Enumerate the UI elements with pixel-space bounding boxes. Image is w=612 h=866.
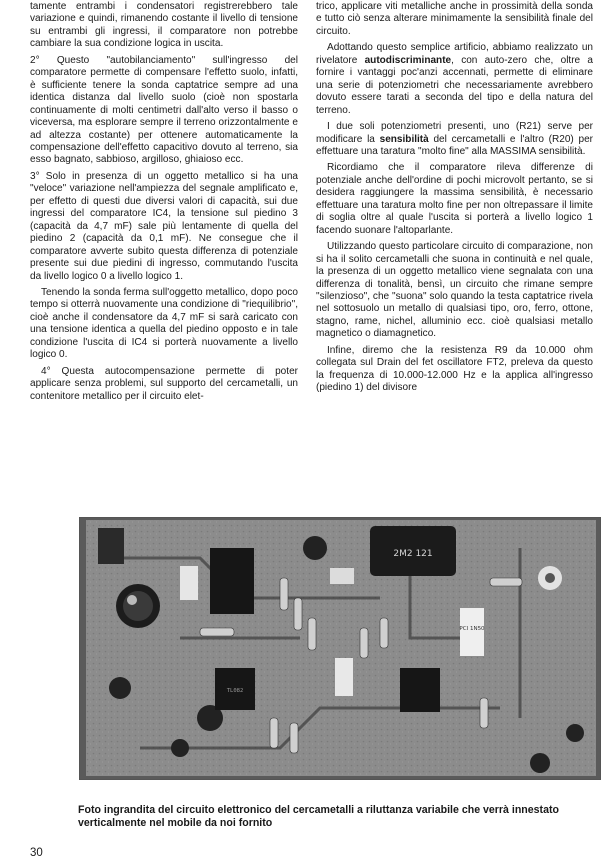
paragraph: trico, applicare viti metalliche anche in prossimità della sonda e tutto ciò senza alterare minimamente la sensibilità finale del circuito.	[316, 1, 593, 37]
paragraph: Infine, diremo che la resistenza R9 da 10.000 ohm collegata sul Drain del fet oscillatore FT2, preleva da questo la frequenza di 10.000-12.000 Hz e la applica all'ingresso (piedino 1) del divisore	[316, 344, 593, 394]
paragraph: Ricordiamo che il comparatore rileva differenze di potenziale anche dell'ordine di pochi microvolt pertanto, se si desidera raggiungere la massima sensibilità, è necessario effettuare una taratura molto fine per non oltrepassare il limite di soglia oltre al quale l'uscita si porterà a livello logico 1 facendo suonare l'altoparlante.	[316, 162, 593, 236]
cap-marking: PCI 1N50	[459, 626, 485, 632]
ic-marking: TL082	[226, 688, 244, 694]
paragraph	[316, 42, 593, 117]
text-run: , con auto-zero che, oltre a fornire i vantaggi poc'anzi accennati, permette di eliminare una serie di potenziometri che necessariamente avrebbero dovuto essere tarati a seconda del tipo e della natura del terreno.	[316, 54, 593, 116]
page-number: 30	[30, 847, 43, 859]
right-column	[316, 1, 593, 399]
paragraph: Tenendo la sonda ferma sull'oggetto metallico, dopo poco tempo si otterrà nuovamente una condizione di "riequilibrio", cioè anche il condensatore da 4,7 mF si sarà caricato con una tensione identica a quella del piedino opposto e in tale condizione l'uscita di IC4 si porterà nuovamente a livello logico 0.	[30, 286, 298, 361]
photo-caption: Foto ingrandita del circuito elettronico del cercametalli a riluttanza variabile che verrà innestato verticalmente nel mobile da noi fornito	[78, 804, 559, 829]
circuit-board-photo	[79, 517, 601, 780]
paragraph: 3° Solo in presenza di un oggetto metallico si ha una "veloce" variazione nell'ampiezza del segnale amplificato e, per effetto di questi due diversi valori di capacità, sui due ingressi del comparatore IC4, la tensione sul piedino 3 (capacità da 4,7 mF) sale più lentamente di quella del piedino 2 (capacità da 0,1 mF). Ne consegue che il comparatore avverte subito questa differenza di potenziale presente sui due piedini di ingresso, commutando l'uscita da livello logico 0 a livello logico 1.	[30, 170, 298, 282]
paragraph: 4° Questa autocompensazione permette di poter applicare senza problemi, sul supporto del cercametalli, un contenitore metallico per il circuito elet-	[30, 365, 298, 402]
paragraph: Utilizzando questo particolare circuito di comparazione, non si ha il solito cercametalli che suona in continuità e nel quale, la presenza di un oggetto metallico viene segnalata con una differenza di tonalità, bensì, un circuito che rimane sempre "silenzioso", che "suona" solo quando la testa captatrice rivela nel sottosuolo un metallo di qualsiasi tipo, oro, ferro, ottone, stagno, rame, nichel, alluminio ecc. cioè qualsiasi metallo magnetico o diamagnetico.	[316, 241, 593, 340]
paragraph	[316, 121, 593, 158]
left-column	[30, 1, 298, 407]
emphasis: sensibilità	[379, 133, 429, 145]
paragraph: tamente entrambi i condensatori registrerebbero tale variazione e quindi, rimanendo costante il livello di tensione su entrambi gli ingressi, il comparatore non potrebbe cambiare la sua condizione logica in uscita.	[30, 1, 298, 50]
text-run: I due soli potenziometri presenti, uno (R21) serve per modificare la	[316, 121, 593, 145]
paragraph: 2° Questo "autobilanciamento" sull'ingresso del comparatore permette di compensare l'effetto suolo, infatti, è sufficiente tenere la sonda captatrice sempre ad una identica distanza dal livello suolo (cioè non spostarla continuamente di molti centimetri dall'alto verso il basso o viceversa, ma esplorare sempre il terreno orizzontalmente e ad altezza costante) per ottenere automaticamente la compensazione dell'effetto capacitivo dovuto al terreno, sia esso bagnato, sabbioso, argilloso, ghiaioso ecc.	[30, 54, 298, 166]
coil-marking: 2M2 121	[393, 549, 433, 559]
emphasis: autodiscriminante	[364, 54, 452, 66]
text-run: del cercametalli e l'altro (R20) per effettuare una taratura "molto fine" alla MASSIMA sensibilità.	[316, 133, 593, 157]
circuit-board-illustration	[80, 518, 600, 779]
text-run: Adottando questo semplice artificio, abbiamo realizzato un rivelatore	[316, 42, 593, 66]
